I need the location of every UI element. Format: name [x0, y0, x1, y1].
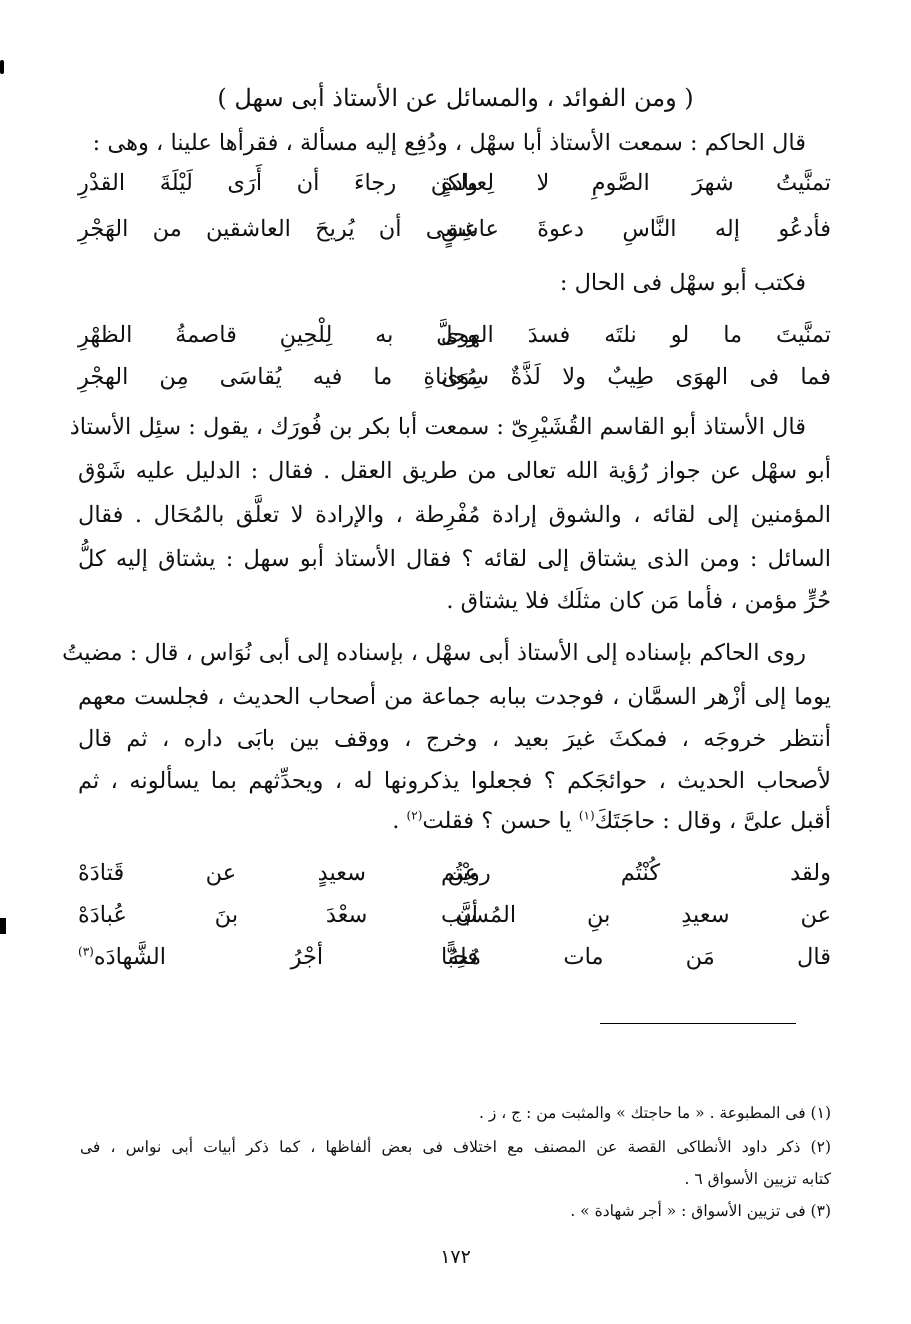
- poem1-verse-1-first-hemistich: تمنَّيتُ شهرَ الصَّومِ لا لِعبادةٍ: [441, 170, 831, 196]
- poem3-verse-1: [78, 860, 831, 896]
- para4-line-5: [78, 808, 831, 834]
- poem3-verse-3-first-hemistich: قال مَن مات مُحِبًّا: [441, 944, 831, 970]
- poem2-verse-2: [78, 364, 831, 400]
- para4-last-text-b: يا حسن ؟ فقلت: [422, 808, 579, 834]
- footnote-2-line-1: (٢) ذكر داود الأنطاكى القصة عن المصنف مع اختلاف فى بعض ألفاظها ، كما ذكر أبيات أبى نواس ، فى: [80, 1138, 831, 1156]
- scan-mark-top: [0, 60, 4, 74]
- para3-line-4: السائل : ومن الذى يشتاق إلى لقائه ؟ فقال الأستاذ أبو سهل : يشتاق إليه كلُّ: [78, 546, 831, 572]
- poem3-verse-3-second-hemistich: [78, 944, 478, 970]
- poem3-verse-2-second-hemistich: أن سعْدَ بنَ عُبادَهْ: [78, 902, 478, 928]
- para3-line-5: حُرٍّ مؤمن ، فأما مَن كان مثلَك فلا يشتاق .: [446, 588, 831, 614]
- para3-line-3: المؤمنين إلى لقائه ، والشوق إرادة مُفْرِطة ، والإرادة لا تعلَّق بالمُحَال . فقال: [78, 502, 831, 528]
- poem2-verse-2-first-hemistich: فما فى الهوَى طِيبٌ ولا لَذَّةٌ سِوَى: [441, 364, 831, 390]
- poem1-verse-2-first-hemistich: فأدعُو إله النَّاسِ دعوةَ عاشِقٍ: [441, 216, 831, 242]
- poem3-verse-2-first-hemistich: عن سعيدِ بنِ المُسيَّب: [441, 902, 831, 928]
- footnote-1: (١) فى المطبوعة . « ما حاجتك » والمثبت من : ج ، ز .: [478, 1104, 831, 1122]
- poem2-verse-2-second-hemistich: مُعاناةِ ما فيه يُقاسَى مِن الهجْرِ: [78, 364, 478, 390]
- para3-line-2: أبو سهْل عن جواز رُؤية الله تعالى من طريق العقل . فقال : الدليل عليه شَوْق: [78, 458, 831, 484]
- para4-line-4: لأصحاب الحديث ، حوائجَكم ؟ فجعلوا يذكرونها له ، ويحدِّثهم بما يسألونه ، ثم: [78, 768, 831, 794]
- footnote-ref-1: (١): [578, 808, 595, 823]
- poem3-verse-2: [78, 902, 831, 938]
- para4-line-2: يوما إلى أزْهر السمَّان ، فوجدت ببابه جماعة من أصحاب الحديث ، فجلست معهم: [78, 684, 831, 710]
- footnote-ref-3: (٣): [78, 944, 94, 959]
- poem3-verse-3: [78, 944, 831, 980]
- footnote-separator: [600, 1023, 796, 1024]
- poem1-verse-1-second-hemistich: ولكن رجاءَ أن أَرَى لَيْلَةَ القدْرِ: [78, 170, 478, 196]
- para4-line-1: روى الحاكم بإسناده إلى الأستاذ أبى سهْل ، بإسناده إلى أبى نُوَاس ، قال : مضيتُ: [62, 640, 806, 666]
- poem3-verse-1-second-hemistich: عن سعيدٍ عن قَتادَهْ: [78, 860, 478, 886]
- para3-line-1: قال الأستاذ أبو القاسم القُشَيْرِىّ : سمعت أبا بكر بن فُورَك ، يقول : سئِل الأستاذ: [69, 414, 806, 440]
- poem1-verse-1: [78, 170, 831, 206]
- poem3-verse-3-second-text: فلهُ أجْرُ الشَّهادَه: [93, 944, 478, 970]
- page-number: ١٧٢: [440, 1246, 471, 1268]
- poem1-verse-2: [78, 216, 831, 252]
- para4-last-text-c: .: [392, 808, 407, 834]
- poem3-verse-1-first-hemistich: ولقد كُنْتُم رويْتُم: [441, 860, 831, 886]
- poem2-verse-1: [78, 322, 831, 358]
- para2-line: فكتب أبو سهْل فى الحال :: [559, 270, 806, 296]
- footnote-2-line-2: كتابه تزيين الأسواق ٦ .: [684, 1170, 831, 1188]
- footnote-3: (٣) فى تزيين الأسواق : « أجر شهادة » .: [570, 1202, 831, 1220]
- poem2-verse-1-first-hemistich: تمنَّيتَ ما لو نلتَه فسدَ الهوى: [441, 322, 831, 348]
- para1-line-1: قال الحاكم : سمعت الأستاذ أبا سهْل ، ودُفِع إليه مسألة ، فقرأها علينا ، وهى :: [92, 130, 806, 156]
- footnote-ref-2: (٢): [406, 808, 423, 823]
- section-heading: ( ومن الفوائد ، والمسائل عن الأستاذ أبى سهل ): [217, 84, 694, 112]
- para4-line-3: أنتظر خروجَه ، فمكثَ غيرَ بعيد ، وخرج ، ووقف بين بابَى داره ، ثم قال: [78, 726, 831, 752]
- poem1-verse-2-second-hemistich: عسى أن يُريحَ العاشقين من الهَجْرِ: [78, 216, 478, 242]
- poem2-verse-1-second-hemistich: وحلَّ به لِلْحِينِ قاصمةُ الظهْرِ: [78, 322, 478, 348]
- para4-last-text-a: أقبل علىَّ ، وقال : حاجَتَكَ: [594, 808, 831, 834]
- scan-mark-side: [0, 918, 6, 934]
